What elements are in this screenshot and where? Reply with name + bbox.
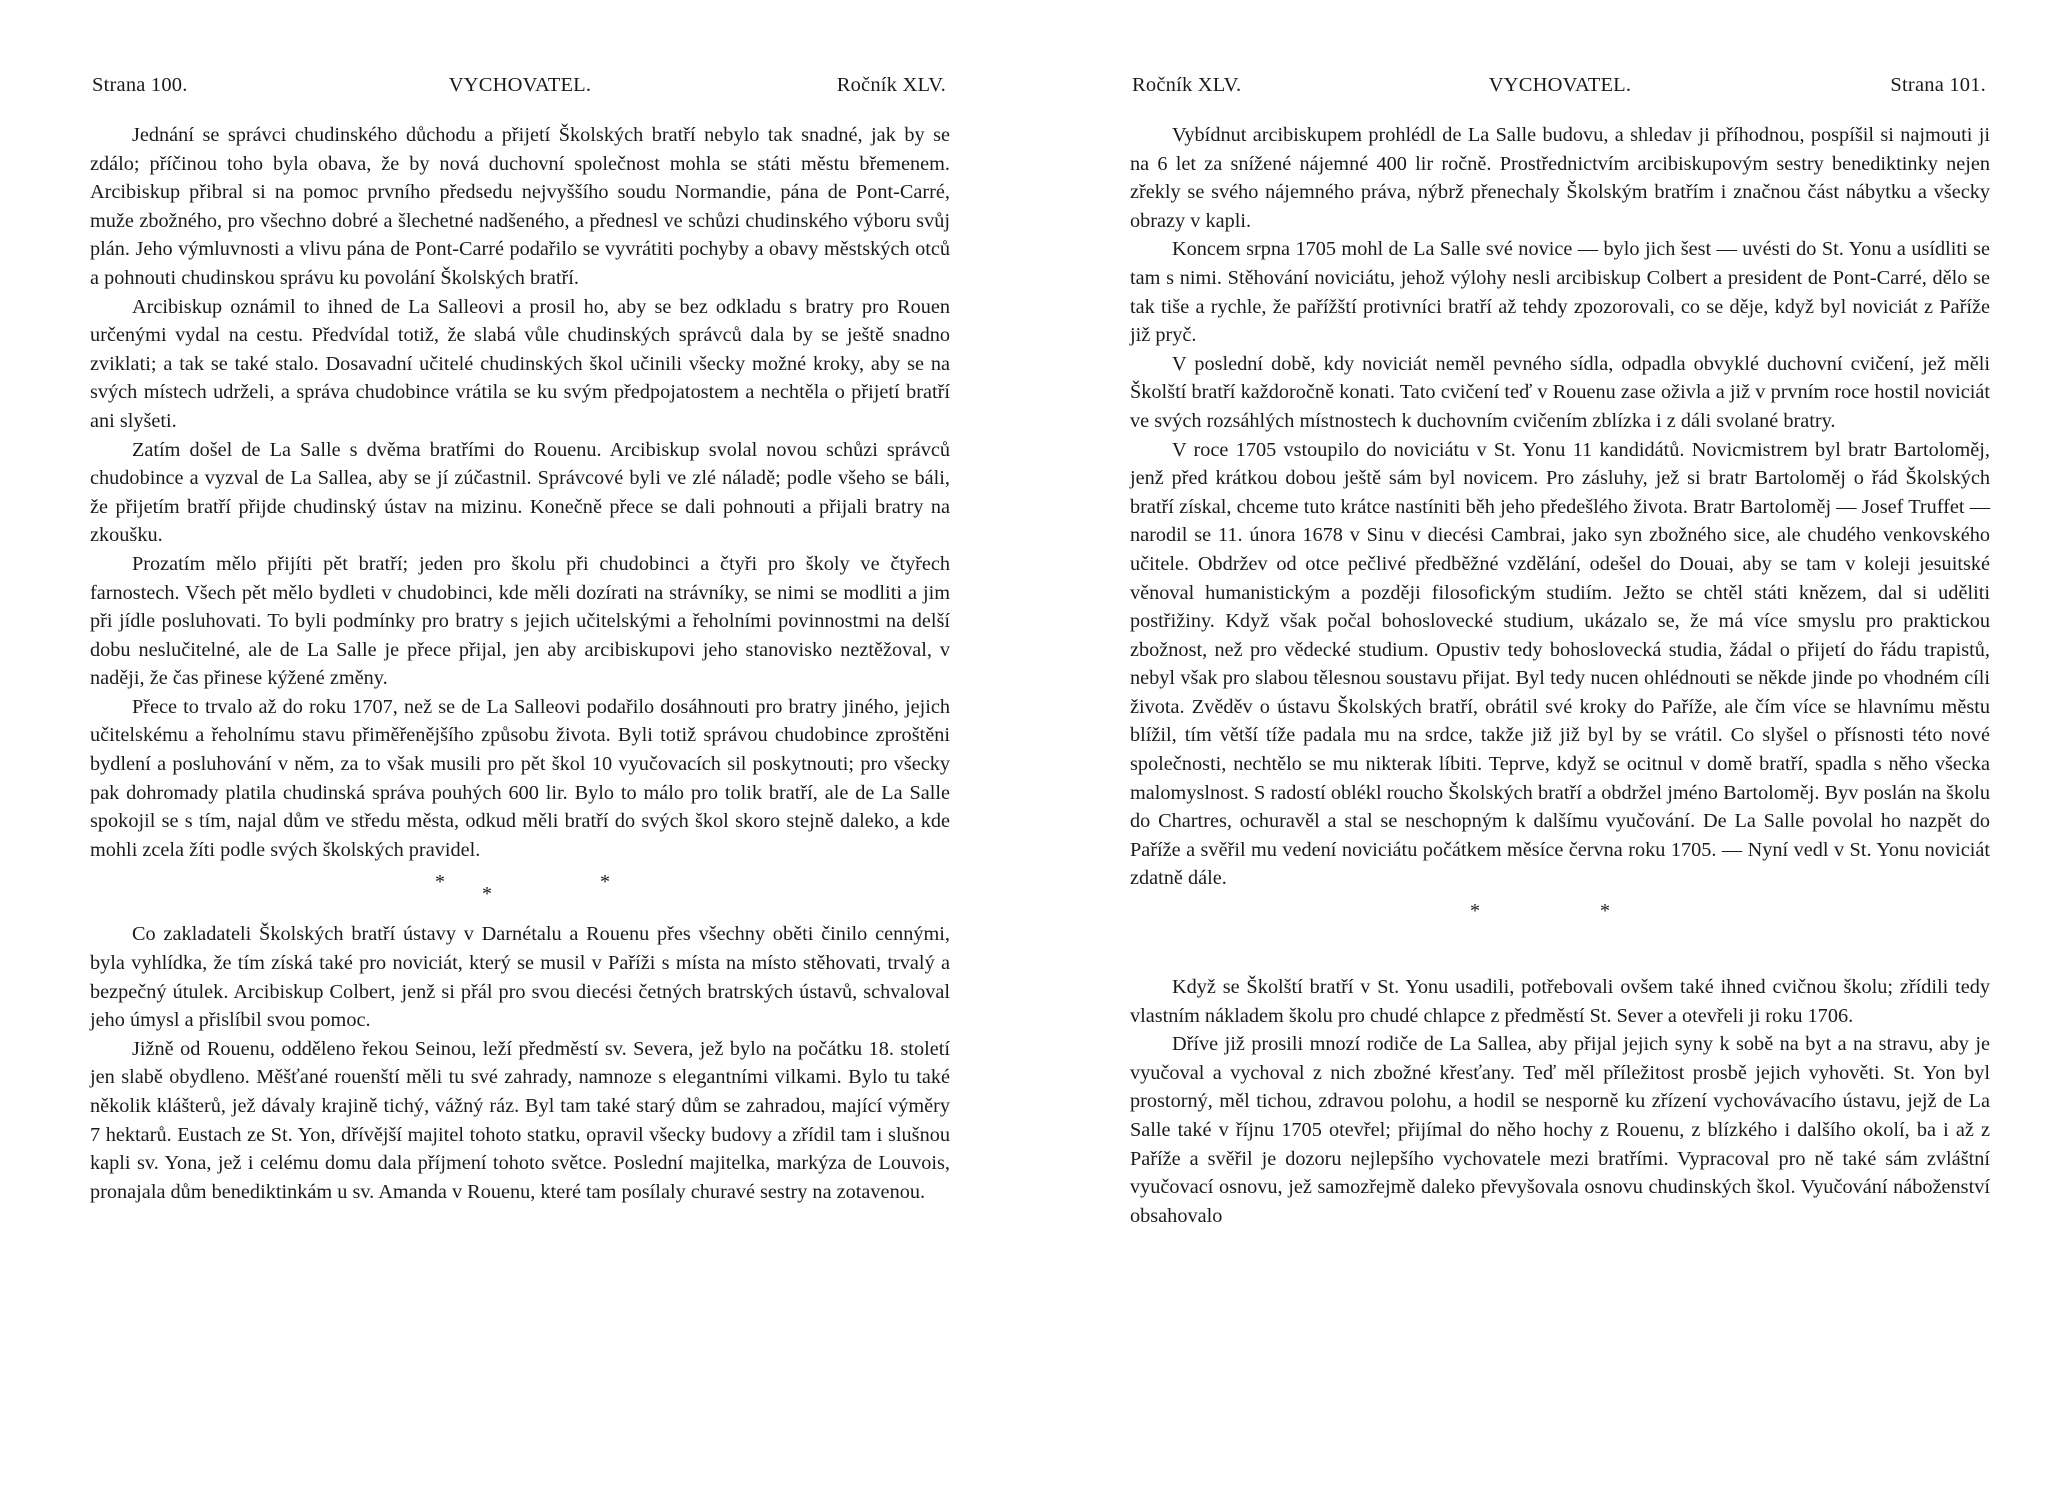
paragraph: Vybídnut arcibiskupem prohlédl de La Salle budovu, a shledav ji příhodnou, pospíšil si najmouti ji na 6 let za snížené nájemné 400 lir ročně. Prostřednictvím arcibiskupovým sestry benediktinky nejen zřekly se svého nájemného práva, nýbrž přenechaly Školským bratřím i značnou část nábytku a všecky obrazy v kapli.	[1130, 124, 1990, 232]
separator-asterisk: *	[600, 871, 610, 894]
right-page-number: Strana 101.	[1890, 74, 1986, 96]
left-volume-label: Ročník XLV.	[836, 74, 946, 96]
paragraph: Jednání se správci chudinského důchodu a přijetí Školských bratří nebylo tak snadné, jak by se zdálo; příčinou toho byla obava, že by nová duchovní společnost mohla se státi městu břemenem. Arcibiskup přibral si na pomoc prvního předsedu nejvyššího soudu Normandie, pána de Pont-Carré, muže zbožného, pro všechno dobré a šlechetné nadšeného, a přednesl ve schůzi chudinského výboru svůj plán. Jeho výmluvnosti a vlivu pána de Pont-Carré podařilo se vyvrátiti pochyby a obavy městských otců a pohnouti chudinskou správu ku povolání Školských bratří.	[90, 124, 950, 289]
left-page-header	[90, 74, 950, 106]
paragraph: Přece to trvalo až do roku 1707, než se de La Salleovi podařilo dosáhnouti pro bratry jiného, jejich učitelskému a řeholnímu stavu přiměřenějšího způsobu života. Byli totiž správou chudobince zproštěni bydlení a posluhování v něm, za to však musili pro pět škol 10 vyučovacích sil poskytnouti; pro všecky pak dohromady platila chudinská správa pouhých 600 lir. Bylo to málo pro tolik bratří, ale de La Salle spokojil se s tím, najal dům ve středu města, odkud měli bratří do svých škol skoro stejně daleko, a kde mohli zcela žíti podle svých školských pravidel.	[90, 695, 950, 861]
separator-asterisk: *	[435, 871, 445, 894]
separator-asterisk: *	[1470, 900, 1480, 923]
right-journal-title: VYCHOVATEL.	[1488, 74, 1632, 96]
paragraph: Prozatím mělo přijíti pět bratří; jeden pro školu při chudobinci a čtyři pro školy ve čtyřech farnostech. Všech pět mělo bydleti v chudobinci, kde měli dozírati na strávníky, se nimi se modliti a jim při jídle posluhovati. To byli podmínky pro bratry s jejich učitelskými a řeholními povinnostmi na delší dobu neslučitelné, ale de La Salle je přece přijal, jen aby arcibiskupovi jeho stanovisko neztěžoval, v naději, že čas přinese kýžené změny.	[90, 552, 950, 690]
paragraph: V roce 1705 vstoupilo do noviciátu v St. Yonu 11 kandidátů. Novicmistrem byl bratr Bartoloměj, jenž před krátkou dobou ještě sám byl novicem. Pro zásluhy, jež si bratr Bartoloměj o řád Školských bratří získal, chceme tuto krátce nastíniti běh jeho předešlého života. Bratr Bartoloměj — Josef Truffet — narodil se 11. února 1678 v Sinu v diecési Cambrai, jako syn zbožného sice, ale chudého venkovského učitele. Obdržev od otce pečlivé předběžné vzdělání, odešel do Douai, aby se tam v koleji jesuitské věnoval humanistickým a později filosofickým studiím. Ježto se chtěl státi knězem, dal si uděliti postřižiny. Když však počal bohoslovecké studium, ukázalo se, že má více smyslu pro praktickou zbožnost, než pro vědecké studium. Opustiv tedy bohoslovecká studia, žádal o přijetí do řádu trapistů, nebyl však pro slabou tělesnou soustavu přijat. Byl tedy nucen ohlédnouti se někde jinde po vhodném cíli života. Zvěděv o ústavu Školských bratří, obrátil své kroky do Paříže, ale čím více se hlavnímu městu blížil, tím větší tíže padala mu na srdce, takže již již byl by se vrátil. Co slyšel o přísnosti této nové společnosti, nechtělo se mu nikterak líbiti. Teprve, když se ocitnul v domě bratří, spadla s něho všecka malomyslnost. S radostí oblékl roucho Školských bratří a obdržel jméno Bartoloměj. Byv poslán na školu do Chartres, ochuravěl a stal se neschopným k dalšímu vyučování. De La Salle povolal ho nazpět do Paříže a svěřil mu vedení noviciátu počátkem měsíce června roku 1705. — Nyní vedl v St. Yonu noviciát zdatně dále.	[1130, 438, 1990, 890]
right-page-body	[1130, 121, 1990, 1230]
right-volume-label: Ročník XLV.	[1132, 74, 1242, 96]
left-page-number: Strana 100.	[92, 74, 188, 96]
paragraph: Když se Školští bratří v St. Yonu usadili, potřebovali ovšem také ihned cvičnou školu; zřídili tedy vlastním nákladem školu pro chudé chlapce z předměstí St. Sever a otevřeli ji roku 1706.	[1130, 976, 1990, 1027]
separator-asterisk: *	[1600, 900, 1610, 923]
left-page-body	[90, 121, 950, 1206]
paragraph: Zatím došel de La Salle s dvěma bratřími do Rouenu. Arcibiskup svolal novou schůzi správců chudobince a vyzval de La Sallea, aby se jí zúčastnil. Správcové byli ve zlé náladě; podle všeho se báli, že přijetím bratří přijde chudinský ústav na mizinu. Konečně přece se dali pohnouti a přijali bratry na zkoušku.	[90, 438, 950, 547]
separator-asterisk: *	[482, 883, 492, 906]
section-separator	[1130, 893, 1990, 973]
paragraph: V poslední době, kdy noviciát neměl pevného sídla, odpadla obvyklé duchovní cvičení, jež měli Školští bratří každoročně konati. Tato cvičení teď v Rouenu zase oživla a již v prvním roce hostil noviciát ve svých rozsáhlých místnostech k duchovním cvičením zblízka i z dáli svolané bratry.	[1130, 352, 1990, 432]
right-page	[1130, 0, 1990, 1500]
paragraph: Co zakladateli Školských bratří ústavy v Darnétalu a Rouenu přes všechny oběti činilo cennými, byla vyhlídka, že tím získá také pro noviciát, který se musil v Paříži s místa na místo stěhovati, trvalý a bezpečný útulek. Arcibiskup Colbert, jenž si přál pro svou diecési četných bratrských ústavů, schvaloval jeho úmysl a přislíbil svou pomoc.	[90, 923, 950, 1032]
left-page	[90, 0, 950, 1500]
right-page-header	[1130, 74, 1990, 106]
section-separator	[90, 864, 950, 920]
left-journal-title: VYCHOVATEL.	[448, 74, 592, 96]
paragraph: Dříve již prosili mnozí rodiče de La Sallea, aby přijal jejich syny k sobě na byt a na stravu, aby je vyučoval a vychoval z nich zbožné křesťany. Teď měl příležitost prosbě jejich vyhověti. St. Yon byl prostorný, měl tichou, zdravou polohu, a hodil se nesporně ku zřízení vychovávacího ústavu, jejž de La Salle také v říjnu 1705 otevřel; přijímal do něho hochy z Rouenu, z blízkého i dalšího okolí, ba i až z Paříže a svěřil je dozoru nejlepšího vychovatele mezi bratřími. Vypracoval pro ně také sám zvláštní vyučovací osnovu, jež samozřejmě daleko převyšovala osnovu chudinských škol. Vyučování náboženství obsahovalo	[1130, 1033, 1990, 1227]
paragraph: Jižně od Rouenu, odděleno řekou Seinou, leží předměstí sv. Severa, jež bylo na počátku 18. století jen slabě obydleno. Měšťané rouenští měli tu své zahrady, namnoze s elegantními vilkami. Bylo tu také několik klášterů, jež dávaly krajině tichý, vážný ráz. Byl tam také starý dům se zahradou, mající výměry 7 hektarů. Eustach ze St. Yon, dřívější majitel tohoto statku, opravil všecky budovy a zřídil tam i slušnou kapli sv. Yona, jež i celému domu dala příjmení tohoto světce. Poslední majitelka, markýza de Louvois, pronajala dům benediktinkám u sv. Amanda v Rouenu, které tam posílaly churavé sestry na zotavenou.	[90, 1037, 950, 1203]
paragraph: Arcibiskup oznámil to ihned de La Salleovi a prosil ho, aby se bez odkladu s bratry pro Rouen určenými vydal na cestu. Předvídal totiž, že slabá vůle chudinských správců dala by se ještě snadno zviklati; a tak se také stalo. Dosavadní učitelé chudinských škol učinili všecky možné kroky, aby se na svých místech udrželi, a správa chudobince vrátila se ku svým předpojatostem a nechtěla o přijetí bratří ani slyšeti.	[90, 295, 950, 432]
paragraph: Koncem srpna 1705 mohl de La Salle své novice — bylo jich šest — uvésti do St. Yonu a usídliti se tam s nimi. Stěhování noviciátu, jehož výlohy nesli arcibiskup Colbert a president de Pont-Carré, dělo se tak tiše a rychle, že pařížští protivníci bratří až tehdy zpozorovali, co se děje, když byl noviciát z Paříže již pryč.	[1130, 238, 1990, 347]
